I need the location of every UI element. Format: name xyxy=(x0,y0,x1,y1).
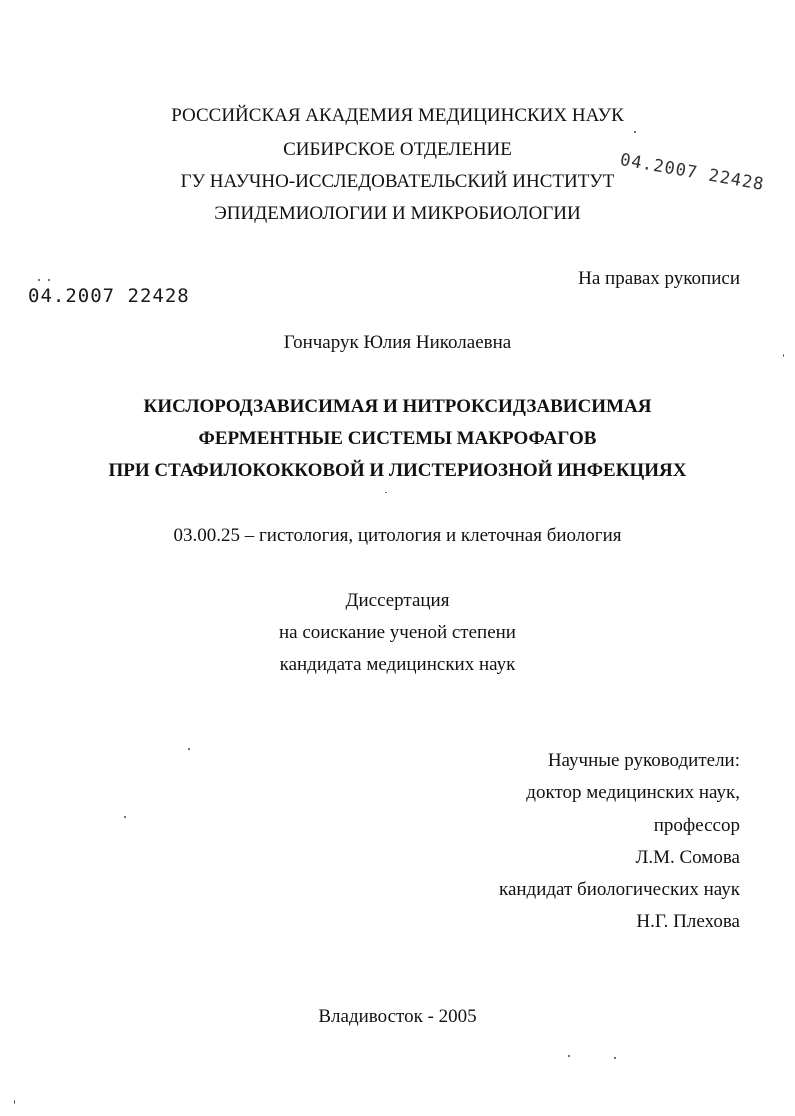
scan-speck xyxy=(188,748,190,750)
supervisor-2-degree: кандидат биологических наук xyxy=(499,879,740,900)
author-name: Гончарук Юлия Николаевна xyxy=(283,332,512,353)
registration-stamp-right: 04.2007 22428 xyxy=(618,150,766,196)
thesis-title-line-3: ПРИ СТАФИЛОКОККОВОЙ И ЛИСТЕРИОЗНОЙ ИНФЕКЦИЯХ xyxy=(108,460,687,481)
header-institute-field: ЭПИДЕМИОЛОГИИ И МИКРОБИОЛОГИИ xyxy=(214,203,581,224)
supervisor-1-name: Л.М. Сомова xyxy=(635,847,740,868)
scan-speck xyxy=(124,816,126,818)
scan-speck xyxy=(568,1055,570,1057)
dissertation-degree-line: на соискание ученой степени xyxy=(279,622,516,643)
scan-speck xyxy=(48,279,50,281)
scan-speck xyxy=(385,492,387,493)
supervisor-1-degree: доктор медицинских наук, xyxy=(526,782,740,803)
header-academy: РОССИЙСКАЯ АКАДЕМИЯ МЕДИЦИНСКИХ НАУК xyxy=(171,105,624,126)
registration-stamp-left: 04.2007 22428 xyxy=(28,285,190,307)
thesis-title-line-2: ФЕРМЕНТНЫЕ СИСТЕМЫ МАКРОФАГОВ xyxy=(198,428,597,449)
dissertation-label: Диссертация xyxy=(345,590,450,611)
header-branch: СИБИРСКОЕ ОТДЕЛЕНИЕ xyxy=(283,139,512,160)
header-institute: ГУ НАУЧНО-ИССЛЕДОВАТЕЛЬСКИЙ ИНСТИТУТ xyxy=(180,171,615,192)
dissertation-degree-field: кандидата медицинских наук xyxy=(279,654,516,675)
rights-note: На правах рукописи xyxy=(578,268,740,289)
scan-speck xyxy=(38,279,40,281)
place-and-year: Владивосток - 2005 xyxy=(318,1006,477,1027)
specialty-code: 03.00.25 – гистология, цитология и клеточная биология xyxy=(173,525,622,546)
supervisor-1-title: профессор xyxy=(653,815,740,836)
scan-speck xyxy=(634,131,636,133)
scan-speck xyxy=(14,1100,15,1104)
thesis-title-line-1: КИСЛОРОДЗАВИСИМАЯ И НИТРОКСИДЗАВИСИМАЯ xyxy=(143,396,652,417)
scan-speck xyxy=(783,354,784,357)
supervisor-2-name: Н.Г. Плехова xyxy=(636,911,740,932)
supervisors-heading: Научные руководители: xyxy=(547,750,740,771)
scan-speck xyxy=(614,1057,616,1059)
